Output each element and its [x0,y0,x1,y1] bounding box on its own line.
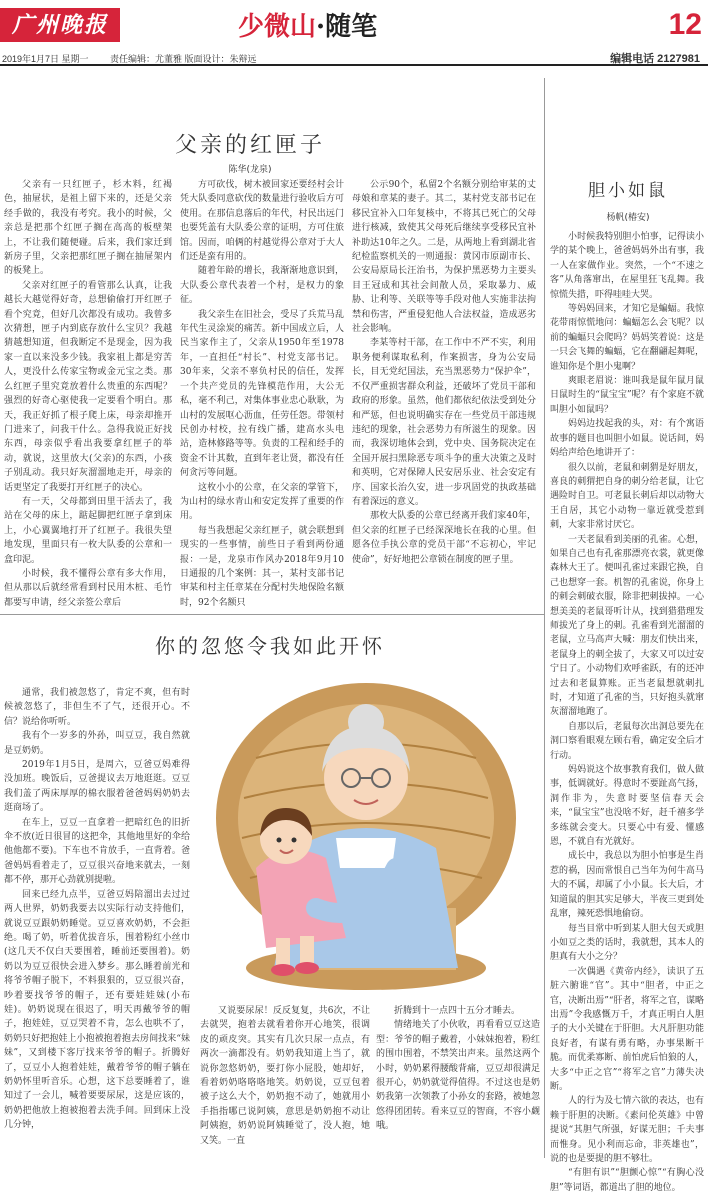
column-divider [544,78,545,1158]
paragraph: 小时候我特别胆小怕事，记得读小学的某个晚上，爸爸妈妈外出有事，我一人在家做作业。突然，一个“不速之客”从角落窜出，在屋里狂飞乱舞。我惊慌失措，吓得哇哇大哭。 [550,232,704,300]
info-bar [0,50,708,66]
paragraph: 有一天，父母都到田里干活去了，我站在父母的床上，踮起脚把红匣子拿到床上，小心翼翼地打开了红匣子。我很失望地发现，里面只有一枚大队委的公章和一盒印泥。 [4,496,172,565]
paragraph: 我有个一岁多的外孙，叫豆豆，我自然就是豆奶奶。 [4,731,190,756]
editor-phone: 编辑电话 2127981 [610,53,700,65]
paragraph: 在车上，豆豆一直拿着一把暗红色的旧折伞不放(近日很冒的这把伞，其他地里好的伞给他他都不要)。下车也不肯放手，一直背着。爸爸妈妈看着走了，豆豆很兴奋地来就去，一刻都不停，那开心劲就别提啦。 [4,817,190,886]
paragraph: 每当目常中听到某人胆大包天或胆小如豆之类的话时，我就想，其本人的胆真有大小之分？ [550,923,704,963]
paragraph: 通常，我们被忽悠了，肯定不爽，但有时候被忽悠了，非但生不了气，还很开心。不信？说给你听听。 [4,688,190,727]
paragraph: 方可砍伐，树木被回家还要经村会计凭大队委同意砍伐的数量进行验收后方可使用。在那信息落后的年代，村民出远门也要凭盖有大队委公章的证明，方可住旅馆。因而，咱俩的村越觉得公章对于大人们还是蛮有用的。 [180,180,344,263]
paragraph: 父亲有一只红匣子，杉木料，红褐色，抽屉状，是祖上留下来的，还是父亲经手做的，我没有考究。我小的时候，父亲总是把那个红匣子搁在高高的板壁架上，不让我们随便碰。后来，我们家迁到新房子里，父亲把那红匣子搁在抽屉架内的板凳上。 [4,180,172,277]
paragraph: 李某等村干部，在工作中不严不实，利用职务便利谋取私利，作案损害，身为公安局长，目无党纪国法，充当黑恶势力“保护伞”，不仅严重损害群众利益，还破坏了党员干部和政府的形象。虽然，他们都依纪依法受到处分和严惩，但也说明确实存在一些党员干部违规违纪的现象，社会恶势力有所滋生的现象。因而，我深切地体会到，党中央、国务院决定在全国开展扫黑除恶专项斗争的重大决策之及时和英明，它对保障人民安居乐业、社会安定有序、国家长治久安，进一步巩固党的执政基础有着深远的意义。 [352,338,536,507]
article-timid-mouse [548,150,708,1193]
article-red-box-col2 [180,178,344,612]
article-red-box-author: 陈华(龙泉) [228,165,272,175]
paragraph: 妈妈说这个故事教育我们，做人做事，低调就好。得意时不要趾高气扬，洞作非为，失意时要坚信春天会来，“鼠宝宝”也没啥不好，赶千禧多学多练就会变大。只要心中有爱、懂感恩，不就自有光就好。 [550,765,704,848]
article-fooling-col3 [376,1004,540,1156]
column-title-sep: · [316,12,326,42]
paragraph: 折腾到十一点四十五分才睡去。 [394,1006,521,1016]
grandma-child-illustration [196,668,532,1000]
paragraph: 爽眼老眉说：谁叫我是鼠年鼠月鼠日鼠时生的“鼠宝宝”呢？有个家庭不就叫胆小如鼠吗？ [550,376,704,415]
paragraph: 回来已经九点半，豆爸豆妈陪溜出去过过两人世界，奶奶我要去以实际行动支持他们，就说豆豆跟奶奶睡觉。豆豆喜欢奶奶，不会拒绝。喝了奶，听着优拔音乐，围着粉红小丝巾(这几天不仅白天要围着，睡前还要围着)。奶奶以为豆豆很快会进入梦乡。那么睡着前光和将爷爷帽子脱下，不料狠狠的，豆豆很兴奋，吵着要找爷爷的帽子，还有要娃娃妹(小布娃)。奶奶说现在很迟了，明天再戴爷爷的帽子，抱娃娃，豆豆哭着不肯，怎么也哄不了，奶奶只好把抱娃上小抱被抱着抱去房间找来“妹妹”，又到楼下客厅找来爷爷的帽子。折腾好了，豆豆小人抱着娃娃，戴着爷爷的帽子躺在奶奶怀里听音乐。心想，这下总要睡着了，谁知过了一会儿，喊着要要尿尿，这是应该的，奶奶把他放上抱被抱着去洗手间。回到床上没几分钟， [4,889,190,1131]
paragraph: 人的行为及七情六欲的表达，也有赖于肝胆的决断。《素问伦英雄》中曾提说“其胆气所强，好谋无胆；千夫事而惟身。见小利而忘命，非英雄也”，说的也是要提的胆不够壮。 [550,1096,704,1164]
paragraph: “有胆有识”“胆颤心惊”“有胸心没胆”等词语，都道出了胆的地位。 [550,1168,704,1193]
article-red-box [0,70,540,615]
paragraph: 我父亲生在旧社会，受尽了兵荒马乱年代生灵涂炭的痛苦。新中国成立后，人民当家作主了，父亲从1950年至1978年，一直担任“村长”、村党支部书记。30年来，父亲不辜负村民的信任，发挥一个共产党员的先锋模范作用，大公无私，毫不利己，对集体事业忠心耿耿，为山村的发展呕心沥血，任劳任怨。带领村民创办村校，拉有线广播，建高水头电站，造林修路等等。负责的工程和经手的资金不计其数，直到年老让贤，都没有任何贪污等问题。 [180,309,344,479]
article-red-box-col1 [4,178,172,612]
article-timid-mouse-title: 胆小如鼠 [588,181,668,201]
paragraph: 情绪地关了小伙收，再看看豆豆这造型：爷爷的帽子戴着，小妹妹抱着，粉红的围巾围着，不禁笑出声来。虽然这两个小时，奶奶累得腰酸背痛，豆豆却很满足很开心，奶奶就觉得值得。不过这也是奶奶我第一次领教了小孙女的套路，被她忽悠得团团转。看来豆豆的智商，不容小觑哦。 [376,1020,540,1132]
paragraph: 公示90个，私留2个名额分别给审某的丈母娘和章某的妻子。其二，某村党支部书记在移民宜补入口年复核中，不将其已死亡的父母进行核减，致使其父母死后继续享受移民宜补补助达10年之久。二是，从两地上看到湖北省纪检监察机关的一则通报：黄冈市原副市长、公安局原局长汪治书，为保护黑恶势力主要头目王冠成和其社会间散人员，采取暴力、威胁、让利等、关联等等手段对他人实施非法拘禁和伤害，严重侵犯他人合法权益，造成恶劣社会影响。 [352,180,536,335]
issue-date: 2019年1月7日 星期一 [2,54,89,64]
page-number: 12 [668,8,702,41]
editor-credits: 责任编辑：尤董雅 版面设计：朱辩远 [110,54,257,64]
paragraph: 一天老鼠看到美丽的孔雀。心想，如果自己也有孔雀那漂亮衣裳，就更像森林大王了。便叫孔雀过来跟它换，自己也想穿一套。机智的孔雀说，你身上的刺会刺破衣服，除非把刺拔掉。一心想美美的老鼠哥听计从，找到猎猎理发师拔光了身上的刺。孔雀看到光溜溜的老鼠，立马高声大喊：朋友们快出来，老鼠身上的刺全拔了，大家又可以过安宁日了。小动物们欢呼雀跃，有的还冲过去和老鼠算账。正当老鼠想就刺扎时，才知道了孔雀的当，只好抱头就窜灰溜溜地跑了。 [550,534,704,718]
paragraph: 随着年龄的增长，我渐渐地意识到，大队委公章代表着一个村，是权力的象征。 [180,266,344,306]
paragraph: 一次偶遇《黄帝内经》，读识了五脏六腑谁“官”。其中“胆者，中正之官，决断出焉”“肝者，将军之官，谋略出焉”令我感慨万千，才真正明白人胆子的大小关键在于肝胆。大凡肝胆功能良好者，有谋有勇有略，办事果断干脆。而优柔寡断、前怕虎后怕狼的人，大多“中正之官”“将军之官”力薄失决断。 [550,966,704,1092]
newspaper-logo: 广州晚报 [0,8,120,42]
paragraph: 这枚小小的公章，在父亲的掌管下，为山村的绿水青山和安定发挥了重要的作用。 [180,482,344,522]
masthead [0,0,708,48]
article-fooling-title: 你的忽悠令我如此开怀 [155,634,385,658]
article-timid-mouse-author: 杨帆(椿安) [606,213,650,223]
paragraph: 又说要尿尿！反反复复，共6次，不让去就哭，抱着去就看着你开心地笑，很调皮的顽皮突。其实有几次只尿一点点，有两次一滴都没有。奶奶我知道上当了，就说你忽悠奶奶，要打你小屁股，她却好，看着奶奶咯咯咯地笑。奶奶说，豆豆包着被子这么大个，奶奶抱不动了，她就用小手指指哪已说阿姨，意思是奶奶抱不动让阿姨抱，奶奶说阿姨睡觉了，没人抱，她又笑。一直 [200,1006,370,1146]
paragraph: 父亲对红匣子的看管那么认真，让我越长大越觉得好奇，总想偷偷打开红匣子看个究竟，但好几次都没有成功。我曾多次猜想，匣子内到底存放什么宝贝？我越猜越想知道，但我断定不是现金，因为我家一直以来没多少钱。我家祖上都是穷苦人，更没什么传家宝物或金元宝之类。那么红匣子里究竟放着什么贵重的东西呢？强烈的好奇心驱使我一定要看个明白。那天，我正好抓了根子爬上床，母亲却推开门进来了，问我干什么。急得我说正好找东西，母亲似乎看出我要拿红匣子的举动，就说，这里放大(父亲)的东西，小孩子别乱动。我只好灰溜溜地走开，母亲的话更坚定了我要打开红匣子的决心。 [4,280,172,493]
column-title-part1: 少微山 [238,12,317,42]
article-red-box-col3 [352,178,536,612]
paragraph: 每当我想起父亲红匣子，就会联想到现实的一些事情，前些日子看到两份通报：一是，龙泉市作风办2018年9月10日通报的几个案例：其一，某村支部书记审某和村主任章某在分配村失地保险名额时，92个名额只 [180,525,344,608]
paragraph: 成长中，我总以为胆小怕事是生肖惹的祸，因而常恨自己当年为何牛高马大的不属，却属了小小鼠。长大后，才知道鼠的胆其实足够大，半夜三更到处乱窜，辣死恐惧地偷窃。 [550,851,704,920]
section-divider [0,614,544,615]
column-title-part2: 随笔 [325,12,378,42]
paragraph: 妈妈边找起我的头，对：有个寓语故事的题目也叫胆小如鼠。说话间，妈妈给声给色地讲开了： [550,419,704,459]
column-title [238,10,377,44]
article-red-box-title: 父亲的红匣子 [174,133,325,158]
paragraph: 自那以后，老鼠每次出洞总要先在洞口察看眼观左顾右看，确定安全后才行动。 [550,721,704,761]
paragraph: 等妈妈回来，才知它是蝙蝠。我惊花带雨惊慌地问：蝙蝠怎么会飞呢？以前的蝙蝠只会爬吗？妈妈笑着说：这是一只会飞舞的蝙蝠，它在翻翩起舞呢，谁知你是个胆小鬼啊？ [550,304,704,372]
paragraph: 小时候，我不懂得公章有多大作用，但从那以后就经常看到村民用木桩、毛竹都要写申请，经父亲签公章后 [4,568,172,608]
article-fooling-col1 [4,686,190,1156]
paragraph: 那枚大队委的公章已经离开我们家40年，但父亲的红匣子已经深深地长在我的心里。但愿各位手执公章的党员干部“不忘初心，牢记使命”，好好地把公章锁在制度的匣子里。 [352,511,536,565]
paragraph: 2019年1月5日，是周六，豆爸豆妈难得没加班。晚饭后，豆爸提议去万地逛逛。豆豆我们盖了两床厚厚的棉衣服着爸爸妈妈奶奶去逛商场了。 [4,760,190,814]
article-timid-mouse-body [550,230,704,1193]
paragraph: 很久以前，老鼠和刺猬是好朋友，喜良的刺猬把自身的刺分给老鼠，让它遇险时自卫。可老鼠长刺后却以动物大王自居，其它小动物一靠近就受惹到刺，大家非常讨厌它。 [550,462,704,531]
article-fooling-col2 [200,1004,370,1156]
